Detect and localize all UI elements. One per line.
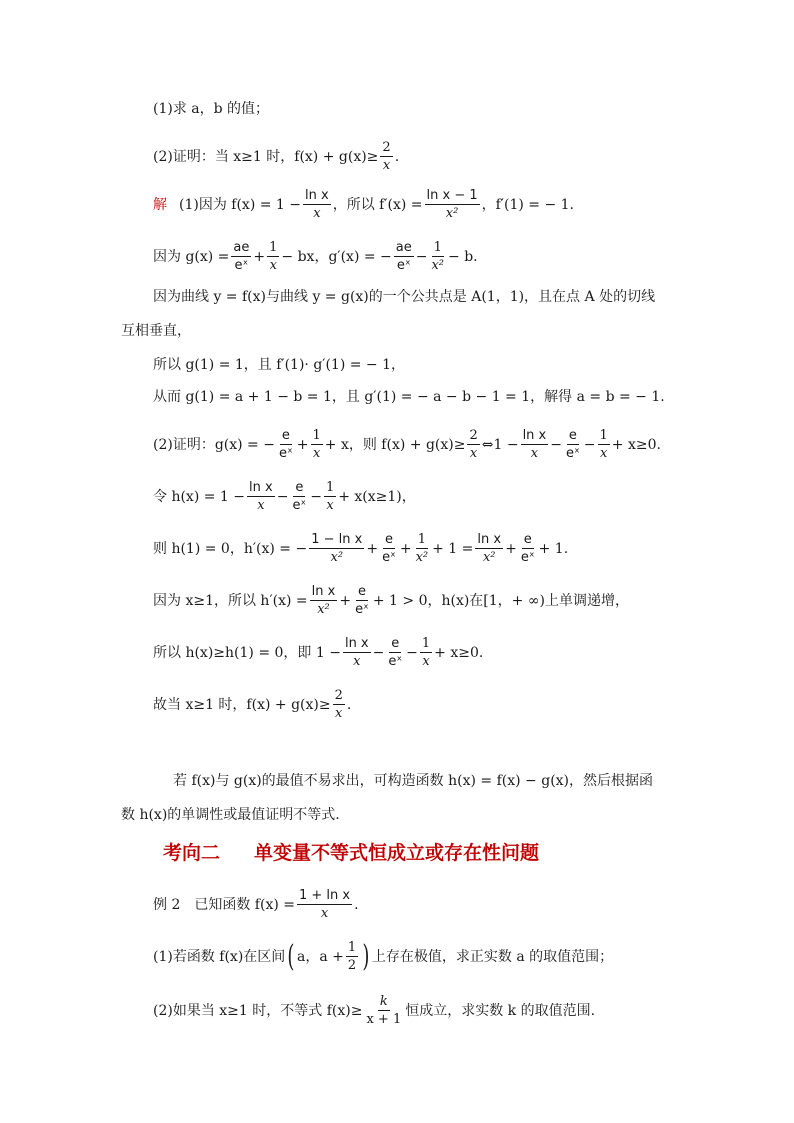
example-2-line-1: 例 2 已知函数 f(x) = $\frac{\text{1 + ln x}}{x}$ . bbox=[153, 888, 359, 921]
fraction: $\frac{1}{x}$ bbox=[269, 240, 278, 273]
solution-line-4: 互相垂直， bbox=[121, 323, 191, 339]
fraction: $\frac{e}{\text{eˣ}}$ bbox=[565, 428, 580, 461]
note-line-2: 数 h(x)的单调性或最值证明不等式. bbox=[121, 807, 340, 823]
fraction: $\frac{\text{ln x}}{x}$ bbox=[249, 480, 273, 513]
solution-line-11: 所以 h(x)≥h(1) = 0，即 1 − $\frac{\text{ln x}}{x}$ − $\frac{e}{\text{eˣ}}$ − $\frac{1}{x}$ + x≥0. bbox=[153, 636, 484, 669]
solution-line-5: 所以 g(1) = 1，且 f′(1)· g′(1) = − 1， bbox=[153, 357, 406, 373]
question-2: (2)证明：当 x≥1 时，f(x) + g(x)≥ $\frac{2}{x}$ . bbox=[153, 140, 400, 173]
fraction: $\frac{\text{ln x}}{\text{x²}}$ bbox=[311, 584, 336, 617]
fraction: $\frac{e}{\text{eˣ}}$ bbox=[278, 428, 293, 461]
fraction: $\frac{e}{\text{eˣ}}$ bbox=[520, 532, 535, 565]
fraction: $\frac{1}{2}$ bbox=[347, 940, 357, 973]
fraction: $\frac{e}{\text{eˣ}}$ bbox=[382, 532, 396, 565]
fraction: $\frac{1}{x}$ bbox=[312, 428, 321, 461]
solution-line-2: 因为 g(x) = $\frac{ae}{\text{eˣ}}$ + $\frac{1}{x}$ − bx，g′(x) = − $\frac{ae}{\text{eˣ}}$ − $\frac{1}{\text{x²}}$ − b. bbox=[153, 240, 478, 273]
solution-line-7: (2)证明：g(x) = − $\frac{e}{\text{eˣ}}$ + $\frac{1}{x}$ + x，则 f(x) + g(x)≥ $\frac{2}{x}$ ⇔1 − $\frac{\text{ln x}}{x}$ − $\frac{e}{\text{eˣ}}$ − $\frac{1}{x}$ + x≥0. bbox=[153, 428, 661, 461]
fraction: $\frac{1}{x}$ bbox=[599, 428, 608, 461]
solution-line-6: 从而 g(1) = a + 1 − b = 1，且 g′(1) = − a − b − 1 = 1，解得 a = b = − 1. bbox=[153, 389, 665, 405]
fraction: $\frac{ae}{\text{eˣ}}$ bbox=[395, 240, 412, 273]
fraction: $\frac{\text{ln x}}{x}$ bbox=[344, 636, 369, 669]
fraction: $\frac{k}{x + 1}$ bbox=[366, 994, 402, 1027]
fraction: $\frac{\text{1 + ln x}}{x}$ bbox=[299, 888, 351, 921]
solution-line-8: 令 h(x) = 1 − $\frac{\text{ln x}}{x}$ − $\frac{e}{\text{eˣ}}$ − $\frac{1}{x}$ + x(x≥1)， bbox=[153, 480, 416, 513]
solution-line-9: 则 h(1) = 0，h′(x) = − $\frac{\text{1 − ln x}}{\text{x²}}$ + $\frac{e}{\text{eˣ}}$ + $\frac{1}{\text{x²}}$ + 1 = $\frac{\text{ln x}}{\text{x²}}$ + $\frac{e}{\text{eˣ}}$ + 1. bbox=[153, 532, 569, 565]
note-line-1: 若 f(x)与 g(x)的最值不易求出，可构造函数 h(x) = f(x) − g(x)，然后根据函 bbox=[173, 773, 654, 789]
fraction: $\frac{e}{\text{eˣ}}$ bbox=[292, 480, 307, 513]
solution-line-10: 因为 x≥1，所以 h′(x) = $\frac{\text{ln x}}{\text{x²}}$ + $\frac{e}{\text{eˣ}}$ + 1 > 0，h(x)在[1，+ ∞)上单调递增， bbox=[153, 584, 629, 617]
fraction: $\frac{2}{x}$ bbox=[382, 140, 391, 173]
solution-line-1: 解 (1)因为 f(x) = 1 − $\frac{\text{ln x}}{x}$ ，所以 f′(x) = $\frac{\text{ln x − 1}}{\text{x²}}$ ，f′(1) = − 1. bbox=[153, 188, 574, 221]
fraction: $\frac{1}{\text{x²}}$ bbox=[431, 240, 445, 273]
fraction: $\frac{\text{1 − ln x}}{\text{x²}}$ bbox=[311, 532, 363, 565]
fraction: $\frac{e}{\text{eˣ}}$ bbox=[388, 636, 403, 669]
fraction: $\frac{\text{ln x − 1}}{\text{x²}}$ bbox=[426, 188, 478, 221]
fraction: $\frac{2}{x}$ bbox=[469, 428, 478, 461]
fraction: $\frac{\text{ln x}}{x}$ bbox=[305, 188, 329, 221]
fraction: $\frac{e}{\text{eˣ}}$ bbox=[355, 584, 369, 617]
fraction: $\frac{\text{ln x}}{x}$ bbox=[522, 428, 547, 461]
fraction: $\frac{1}{x}$ bbox=[325, 480, 335, 513]
question-1: (1)求 a，b 的值； bbox=[153, 101, 270, 117]
left-paren: ( bbox=[287, 938, 295, 974]
example-2-line-3: (2)如果当 x≥1 时，不等式 f(x)≥ $\frac{k}{x + 1}$ 恒成立，求实数 k 的取值范围. bbox=[153, 994, 596, 1027]
right-paren: ) bbox=[362, 938, 370, 974]
solution-label: 解 bbox=[153, 196, 167, 213]
fraction: $\frac{1}{x}$ bbox=[421, 636, 431, 669]
solution-line-12: 故当 x≥1 时，f(x) + g(x)≥ $\frac{2}{x}$ . bbox=[153, 688, 352, 721]
fraction: $\frac{1}{\text{x²}}$ bbox=[415, 532, 429, 565]
example-2-line-2: (1)若函数 f(x)在区间 ( a，a + $\frac{1}{2}$ ) 上存在极值，求正实数 a 的取值范围； bbox=[153, 938, 614, 974]
fraction: $\frac{2}{x}$ bbox=[334, 688, 343, 721]
solution-line-3: 因为曲线 y = f(x)与曲线 y = g(x)的一个公共点是 A(1，1)，且在点 A 处的切线 bbox=[153, 289, 656, 305]
section-heading: 考向二 单变量不等式恒成立或存在性问题 bbox=[163, 842, 540, 864]
fraction: $\frac{ae}{\text{eˣ}}$ bbox=[233, 240, 250, 273]
fraction: $\frac{\text{ln x}}{\text{x²}}$ bbox=[477, 532, 502, 565]
